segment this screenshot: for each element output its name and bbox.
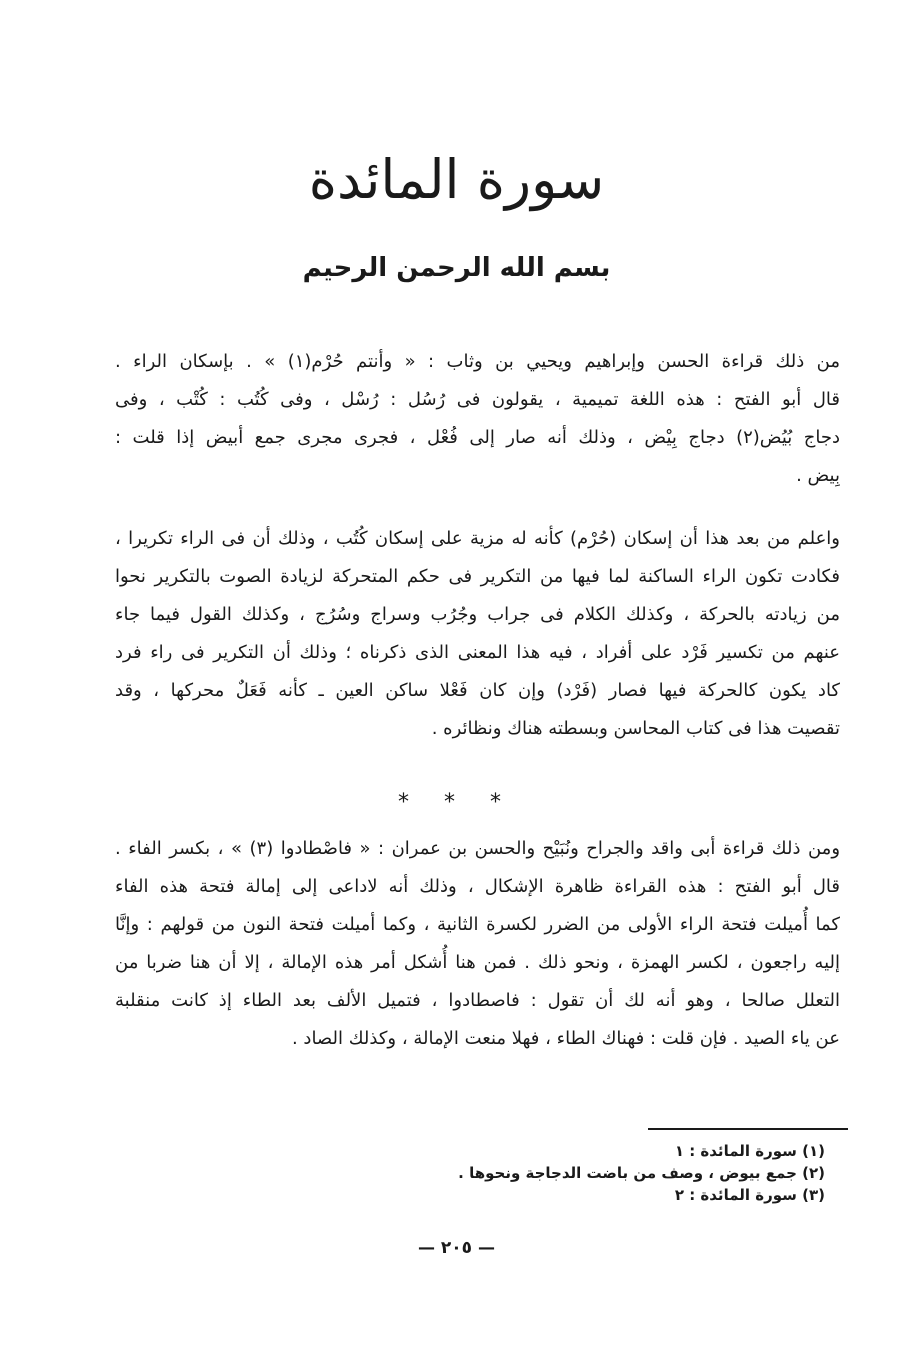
text-line: ومن ذلك قراءة أبى واقد والجراح ونُبَيْح والحسن بن عمران : « فاصْطادوا (٣) » ، بكسر الفاء . xyxy=(115,838,840,859)
footnote-divider xyxy=(648,1128,848,1130)
text-line: عنهم من تكسير فَرْد على أفراد ، فيه هذا المعنى الذى ذكرناه ؛ وذلك أن التكرير فى راء فرد xyxy=(115,642,840,663)
basmala-heading: بسم الله الرحمن الرحيم xyxy=(302,253,611,283)
section-separator: * * * xyxy=(398,790,515,815)
text-line: إليه راجعون ، لكسر الهمزة ، ونحو ذلك . فمن هنا أُشكل أمر هذه الإمالة ، إلا أن هنا ضربا من xyxy=(115,952,840,973)
text-line: كاد يكون كالحركة فيها فصار (فَرْد) وإن كان فَعْلا ساكن العين ـ كأنه فَعَلٌ محركها ، وقد xyxy=(115,680,840,701)
text-line: فكادت تكون الراء الساكنة لما فيها من التكرير فى حكم المتحركة لزيادة الصوت بالتكرير نحوا xyxy=(115,566,840,587)
surah-title: سورة المائدة xyxy=(308,148,605,211)
text-line: بِيض . xyxy=(796,465,840,486)
text-line: التعلل صالحا ، وهو أنه لك أن تقول : فاصطادوا ، فتميل الألف بعد الطاء إذ كانت منقلبة xyxy=(115,990,840,1011)
text-line: قال أبو الفتح : هذه القراءة ظاهرة الإشكال ، وذلك أنه لاداعى إلى إمالة فتحة هذه الفاء xyxy=(115,876,840,897)
footnote-item: (٢) جمع بيوض ، وصف من باضت الدجاجة ونحوها . xyxy=(458,1164,825,1182)
footnote-item: (٣) سورة المائدة : ٢ xyxy=(674,1186,825,1204)
text-line: واعلم من بعد هذا أن إسكان (حُرْم) كأنه له مزية على إسكان كُتُب ، وذلك أن فى الراء تكريرا ، xyxy=(115,528,840,549)
paragraph-block-3 xyxy=(115,830,840,1058)
text-line: كما أُميلت فتحة الراء الأولى من الضرر لكسرة الثانية ، وكما أميلت فتحة النون من قولهم : وإنَّا xyxy=(115,914,840,935)
page-number: — ٢٠٥ — xyxy=(418,1238,495,1258)
text-line: دجاج بُيُض(٢) دجاج بِيْض ، وذلك أنه صار إلى فُعْل ، فجرى مجرى جمع أبيض إذا قلت : xyxy=(115,427,840,448)
text-line: من زيادته بالحركة ، وكذلك الكلام فى جراب وجُرُب وسراج وسُرُج ، وكذلك القول فيما جاء xyxy=(115,604,840,625)
footnotes xyxy=(300,1140,825,1206)
text-line: قال أبو الفتح : هذه اللغة تميمية ، يقولون فى رُسُل : رُسْل ، وفى كُتُب : كُتْب ، وفى xyxy=(115,389,840,410)
paragraph-block-2 xyxy=(115,520,840,748)
text-line: عن ياء الصيد . فإن قلت : فهناك الطاء ، فهلا منعت الإمالة ، وكذلك الصاد . xyxy=(291,1028,840,1049)
paragraph-block-1 xyxy=(115,343,840,495)
text-line: تقصيت هذا فى كتاب المحاسن وبسطته هناك ونظائره . xyxy=(431,718,840,739)
footnote-item: (١) سورة المائدة : ١ xyxy=(674,1142,825,1160)
text-line: من ذلك قراءة الحسن وإبراهيم ويحيي بن وثاب : « وأنتم حُرْم(١) » . بإسكان الراء . xyxy=(115,351,840,372)
